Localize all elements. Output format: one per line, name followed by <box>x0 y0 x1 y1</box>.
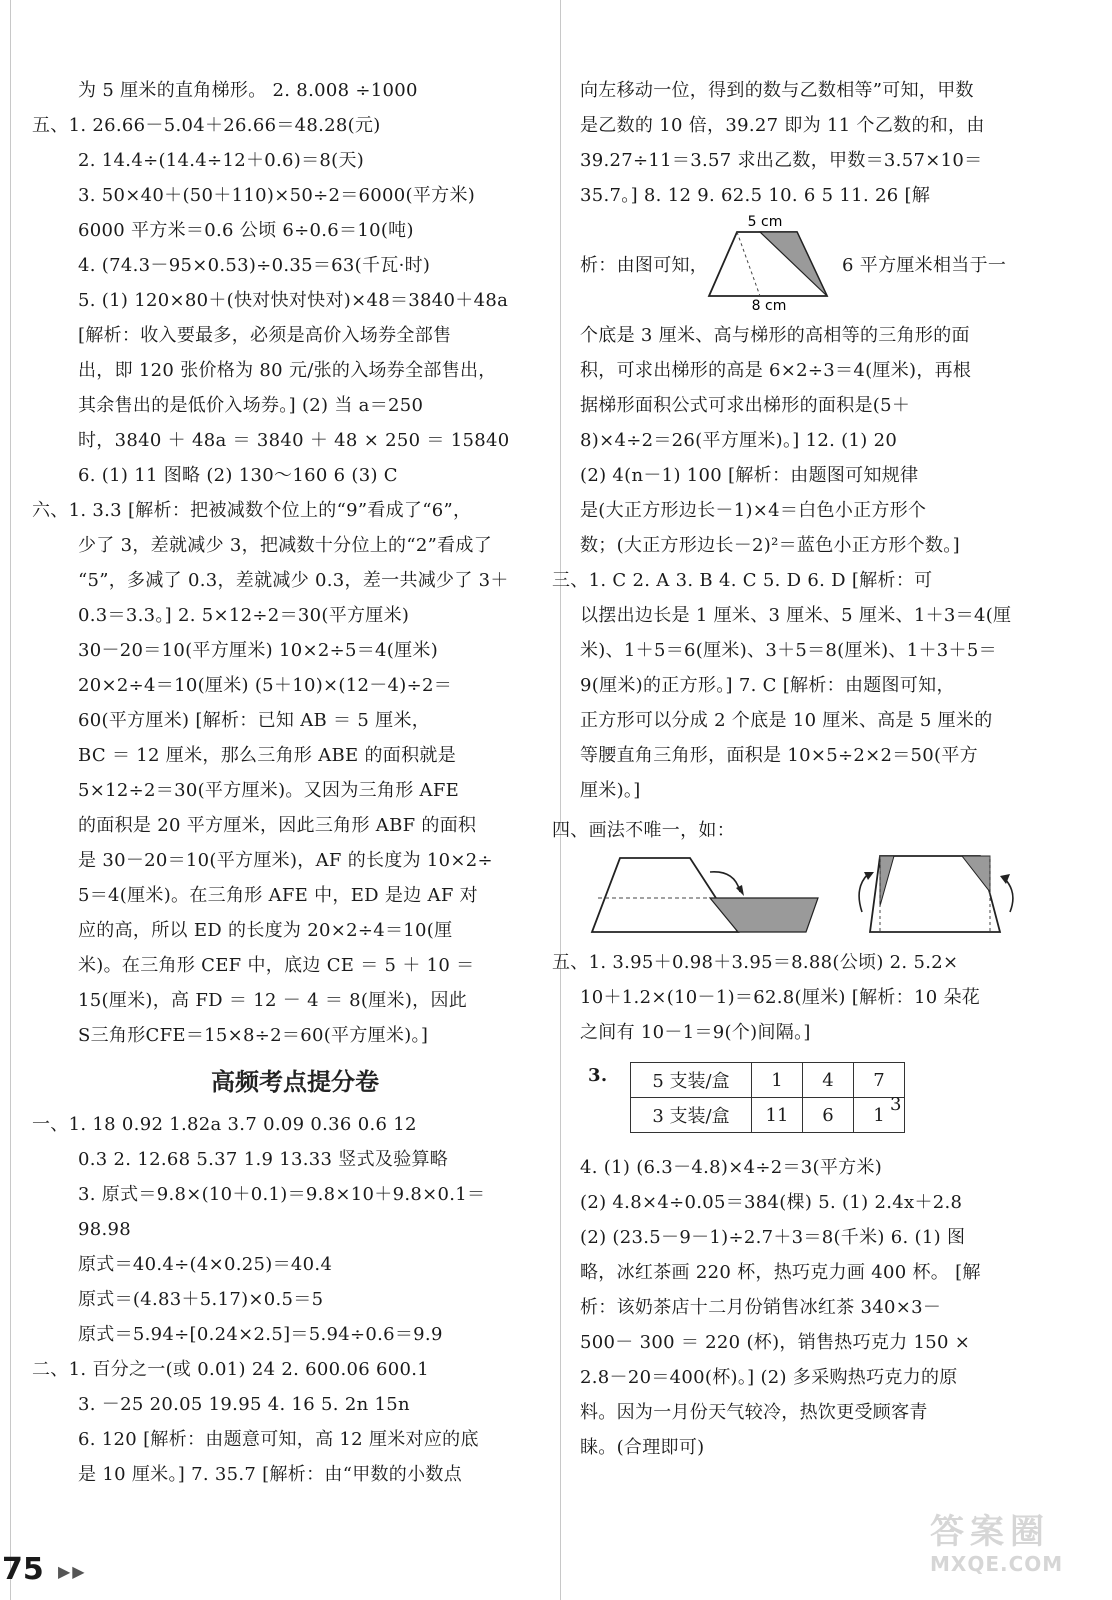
page-arrows-icon: ▶▶ <box>58 1562 87 1581</box>
text-line: 6000 平方米＝0.6 公顷 6÷0.6＝10(吨) <box>78 220 414 241</box>
shaded-left-triangle <box>880 856 894 906</box>
text-line: 是 10 厘米。] 7. 35.7 [解析：由“甲数的小数点 <box>78 1464 463 1485</box>
text-line: 4. (74.3－95×0.53)÷0.35＝63(千瓦·时) <box>78 255 431 276</box>
text-line: 6. 120 [解析：由题意可知，高 12 厘米对应的底 <box>78 1429 479 1450</box>
text-line: 应的高，所以 ED 的长度为 20×2÷4＝10(厘 <box>78 920 453 941</box>
text-line: 9(厘米)的正方形。] 7. C [解析：由题图可知， <box>580 675 955 696</box>
text-line: 向左移动一位，得到的数与乙数相等”可知，甲数 <box>580 80 974 101</box>
text-line: 其余售出的是低价入场券。] (2) 当 a＝250 <box>78 395 424 416</box>
text-line: 睐。(合理即可) <box>580 1437 705 1458</box>
table-cell: 1 <box>752 1063 803 1098</box>
text-line: 4. (1) (6.3－4.8)×4÷2＝3(平方米) <box>580 1157 883 1178</box>
text-line: 6. (1) 11 图略 (2) 130～160 6 (3) C <box>78 465 398 486</box>
text-line: 的面积是 20 平方厘米，因此三角形 ABF 的面积 <box>78 815 477 836</box>
drawing-figure-2 <box>850 852 1030 942</box>
rotate-arrow-left-icon <box>859 874 868 912</box>
text-line: 时，3840 ＋ 48a ＝ 3840 ＋ 48 × 250 ＝ 15840 <box>78 430 510 451</box>
arrow-head-icon <box>736 885 744 896</box>
left-margin-rule <box>10 0 11 1600</box>
fig1-bottom-label: 8 cm <box>751 298 787 312</box>
text-line: 米)。在三角形 CEF 中，底边 CE ＝ 5 ＋ 10 ＝ <box>78 955 475 976</box>
text-line: 五、1. 26.66－5.04＋26.66＝48.28(元) <box>32 115 381 136</box>
text-line: 3. －25 20.05 19.95 4. 16 5. 2n 15n <box>78 1394 410 1415</box>
table-cell: 3 支装/盒 <box>631 1098 752 1133</box>
section-title: 高频考点提分卷 <box>211 1068 379 1096</box>
moved-shaded-part <box>710 898 818 932</box>
drawing-figure-1 <box>590 852 820 942</box>
table-cell: 5 支装/盒 <box>631 1063 752 1098</box>
text-line: 为 5 厘米的直角梯形。 2. 8.008 ÷1000 <box>78 80 418 101</box>
column-divider <box>560 0 561 1600</box>
text-line: 个底是 3 厘米、高与梯形的高相等的三角形的面 <box>580 325 970 346</box>
text-line: 原式＝(4.83＋5.17)×0.5＝5 <box>78 1289 324 1310</box>
text-line: 20×2÷4＝10(厘米) (5＋10)×(12－4)÷2＝ <box>78 675 453 696</box>
text-line: 5. (1) 120×80＋(快对快对快对)×48＝3840＋48a <box>78 290 509 311</box>
text-line: 等腰直角三角形，面积是 10×5÷2×2＝50(平方 <box>580 745 978 766</box>
text-line: 析：该奶茶店十二月份销售冰红茶 340×3－ <box>580 1297 942 1318</box>
text-line: “5”，多减了 0.3，差就减少 0.3，差一共减少了 3＋ <box>78 570 509 591</box>
text-line: 正方形可以分成 2 个底是 10 厘米、高是 5 厘米的 <box>580 710 993 731</box>
table-cell: 6 <box>803 1098 854 1133</box>
text-line: 5＝4(厘米)。在三角形 AFE 中，ED 是边 AF 对 <box>78 885 478 906</box>
text-line: 3. 原式＝9.8×(10＋0.1)＝9.8×10＋9.8×0.1＝ <box>78 1184 486 1205</box>
trapezoid-figure <box>705 212 835 312</box>
text-line: BC ＝ 12 厘米，那么三角形 ABE 的面积就是 <box>78 745 457 766</box>
text-line: 10＋1.2×(10－1)＝62.8(厘米) [解析：10 朵花 <box>580 987 981 1008</box>
text-line: 三、1. C 2. A 3. B 4. C 5. D 6. D [解析：可 <box>552 570 933 591</box>
watermark-url: MXQE.COM <box>930 1552 1064 1576</box>
text-line: (2) 4.8×4÷0.05＝384(棵) 5. (1) 2.4x＋2.8 <box>580 1192 963 1213</box>
text-line: 60(平方厘米) [解析：已知 AB ＝ 5 厘米， <box>78 710 431 731</box>
text-line: 六、1. 3.3 [解析：把被减数个位上的“9”看成了“6”， <box>32 500 472 521</box>
text-line: 原式＝40.4÷(4×0.25)＝40.4 <box>78 1254 333 1275</box>
text-line: 500－ 300 ＝ 220 (杯)，销售热巧克力 150 × <box>580 1332 971 1353</box>
text-line: 五、1. 3.95＋0.98＋3.95＝8.88(公顷) 2. 5.2× <box>552 952 959 973</box>
text-line: 是乙数的 10 倍，39.27 即为 11 个乙数的和，由 <box>580 115 985 136</box>
text-line: 原式＝5.94÷[0.24×2.5]＝5.94÷0.6＝9.9 <box>78 1324 443 1345</box>
watermark-text: 答案圈 <box>930 1512 1050 1552</box>
text-line: 积，可求出梯形的高是 6×2÷3＝4(厘米)，再根 <box>580 360 972 381</box>
text-line: 30－20＝10(平方厘米) 10×2÷5＝4(厘米) <box>78 640 439 661</box>
text-line: 厘米)。] <box>580 780 641 801</box>
text-line: 米)、1＋5＝6(厘米)、3＋5＝8(厘米)、1＋3＋5＝ <box>580 640 997 661</box>
text-line: 之间有 10－1＝9(个)间隔。] <box>580 1022 811 1043</box>
text-line: 四、画法不唯一，如： <box>552 820 735 841</box>
watermark-logo <box>930 1512 1100 1582</box>
text-line: 39.27÷11＝3.57 求出乙数，甲数＝3.57×10＝ <box>580 150 983 171</box>
text-line: 35.7。] 8. 12 9. 62.5 10. 6 5 11. 26 [解 <box>580 185 931 206</box>
shaded-triangle <box>760 232 827 296</box>
table-cell: 4 <box>803 1063 854 1098</box>
text-line: 0.3 2. 12.68 5.37 1.9 13.33 竖式及验算略 <box>78 1149 449 1170</box>
table-cell: 7 <box>854 1063 905 1098</box>
text-line: 出，即 120 张价格为 80 元/张的入场券全部售出， <box>78 360 497 381</box>
text-line: 据梯形面积公式可求出梯形的面积是(5＋ <box>580 395 911 416</box>
text-line: S三角形CFE＝15×8÷2＝60(平方厘米)。] <box>78 1025 429 1046</box>
text-line: 8)×4÷2＝26(平方厘米)。] 12. (1) 20 <box>580 430 898 451</box>
fig1-left-text: 析：由图可知， <box>580 255 709 276</box>
text-line: (2) 4(n－1) 100 [解析：由题图可知规律 <box>580 465 919 486</box>
table-answer: 3 <box>890 1094 902 1115</box>
table-row <box>631 1063 905 1098</box>
table-cell: 1 <box>854 1098 905 1133</box>
text-line: 一、1. 18 0.92 1.82a 3.7 0.09 0.36 0.6 12 <box>32 1114 417 1135</box>
page-number: 75 <box>2 1552 44 1587</box>
fig1-right-text: 6 平方厘米相当于一 <box>842 255 1007 276</box>
trapezoid-original <box>592 858 738 932</box>
text-line: 是(大正方形边长－1)×4＝白色小正方形个 <box>580 500 927 521</box>
text-line: 以摆出边长是 1 厘米、3 厘米、5 厘米、1＋3＝4(厘 <box>580 605 1012 626</box>
pen-box-table <box>630 1062 905 1133</box>
text-line: 0.3＝3.3。] 2. 5×12÷2＝30(平方厘米) <box>78 605 410 626</box>
text-line: 2.8－20＝400(杯)。] (2) 多采购热巧克力的原 <box>580 1367 958 1388</box>
text-line: (2) (23.5－9－1)÷2.7＋3＝8(千米) 6. (1) 图 <box>580 1227 966 1248</box>
shaded-right-triangle <box>962 856 990 892</box>
table-row <box>631 1098 905 1133</box>
text-line: 3. 50×40＋(50＋110)×50÷2＝6000(平方米) <box>78 185 476 206</box>
rotate-arrow-icon <box>710 872 740 892</box>
text-line: 2. 14.4÷(14.4÷12＋0.6)＝8(天) <box>78 150 365 171</box>
text-line: 二、1. 百分之一(或 0.01) 24 2. 600.06 600.1 <box>32 1359 430 1380</box>
text-line: 15(厘米)，高 FD ＝ 12 － 4 ＝ 8(厘米)，因此 <box>78 990 468 1011</box>
dashed-height <box>737 232 760 296</box>
q3-label: 3. <box>588 1065 608 1086</box>
text-line: 数；(大正方形边长－2)²＝蓝色小正方形个数。] <box>580 535 960 556</box>
text-line: 略，冰红茶画 220 杯，热巧克力画 400 杯。 [解 <box>580 1262 981 1283</box>
fig1-top-label: 5 cm <box>747 214 783 230</box>
text-line: 少了 3，差就减少 3，把减数十分位上的“2”看成了 <box>78 535 493 556</box>
text-line: 98.98 <box>78 1219 132 1240</box>
text-line: 是 30－20＝10(平方厘米)，AF 的长度为 10×2÷ <box>78 850 493 871</box>
text-line: 料。因为一月份天气较冷，热饮更受顾客青 <box>580 1402 928 1423</box>
text-line: [解析：收入要最多，必须是高价入场券全部售 <box>78 325 452 346</box>
table-cell: 11 <box>752 1098 803 1133</box>
text-line: 5×12÷2＝30(平方厘米)。又因为三角形 AFE <box>78 780 460 801</box>
